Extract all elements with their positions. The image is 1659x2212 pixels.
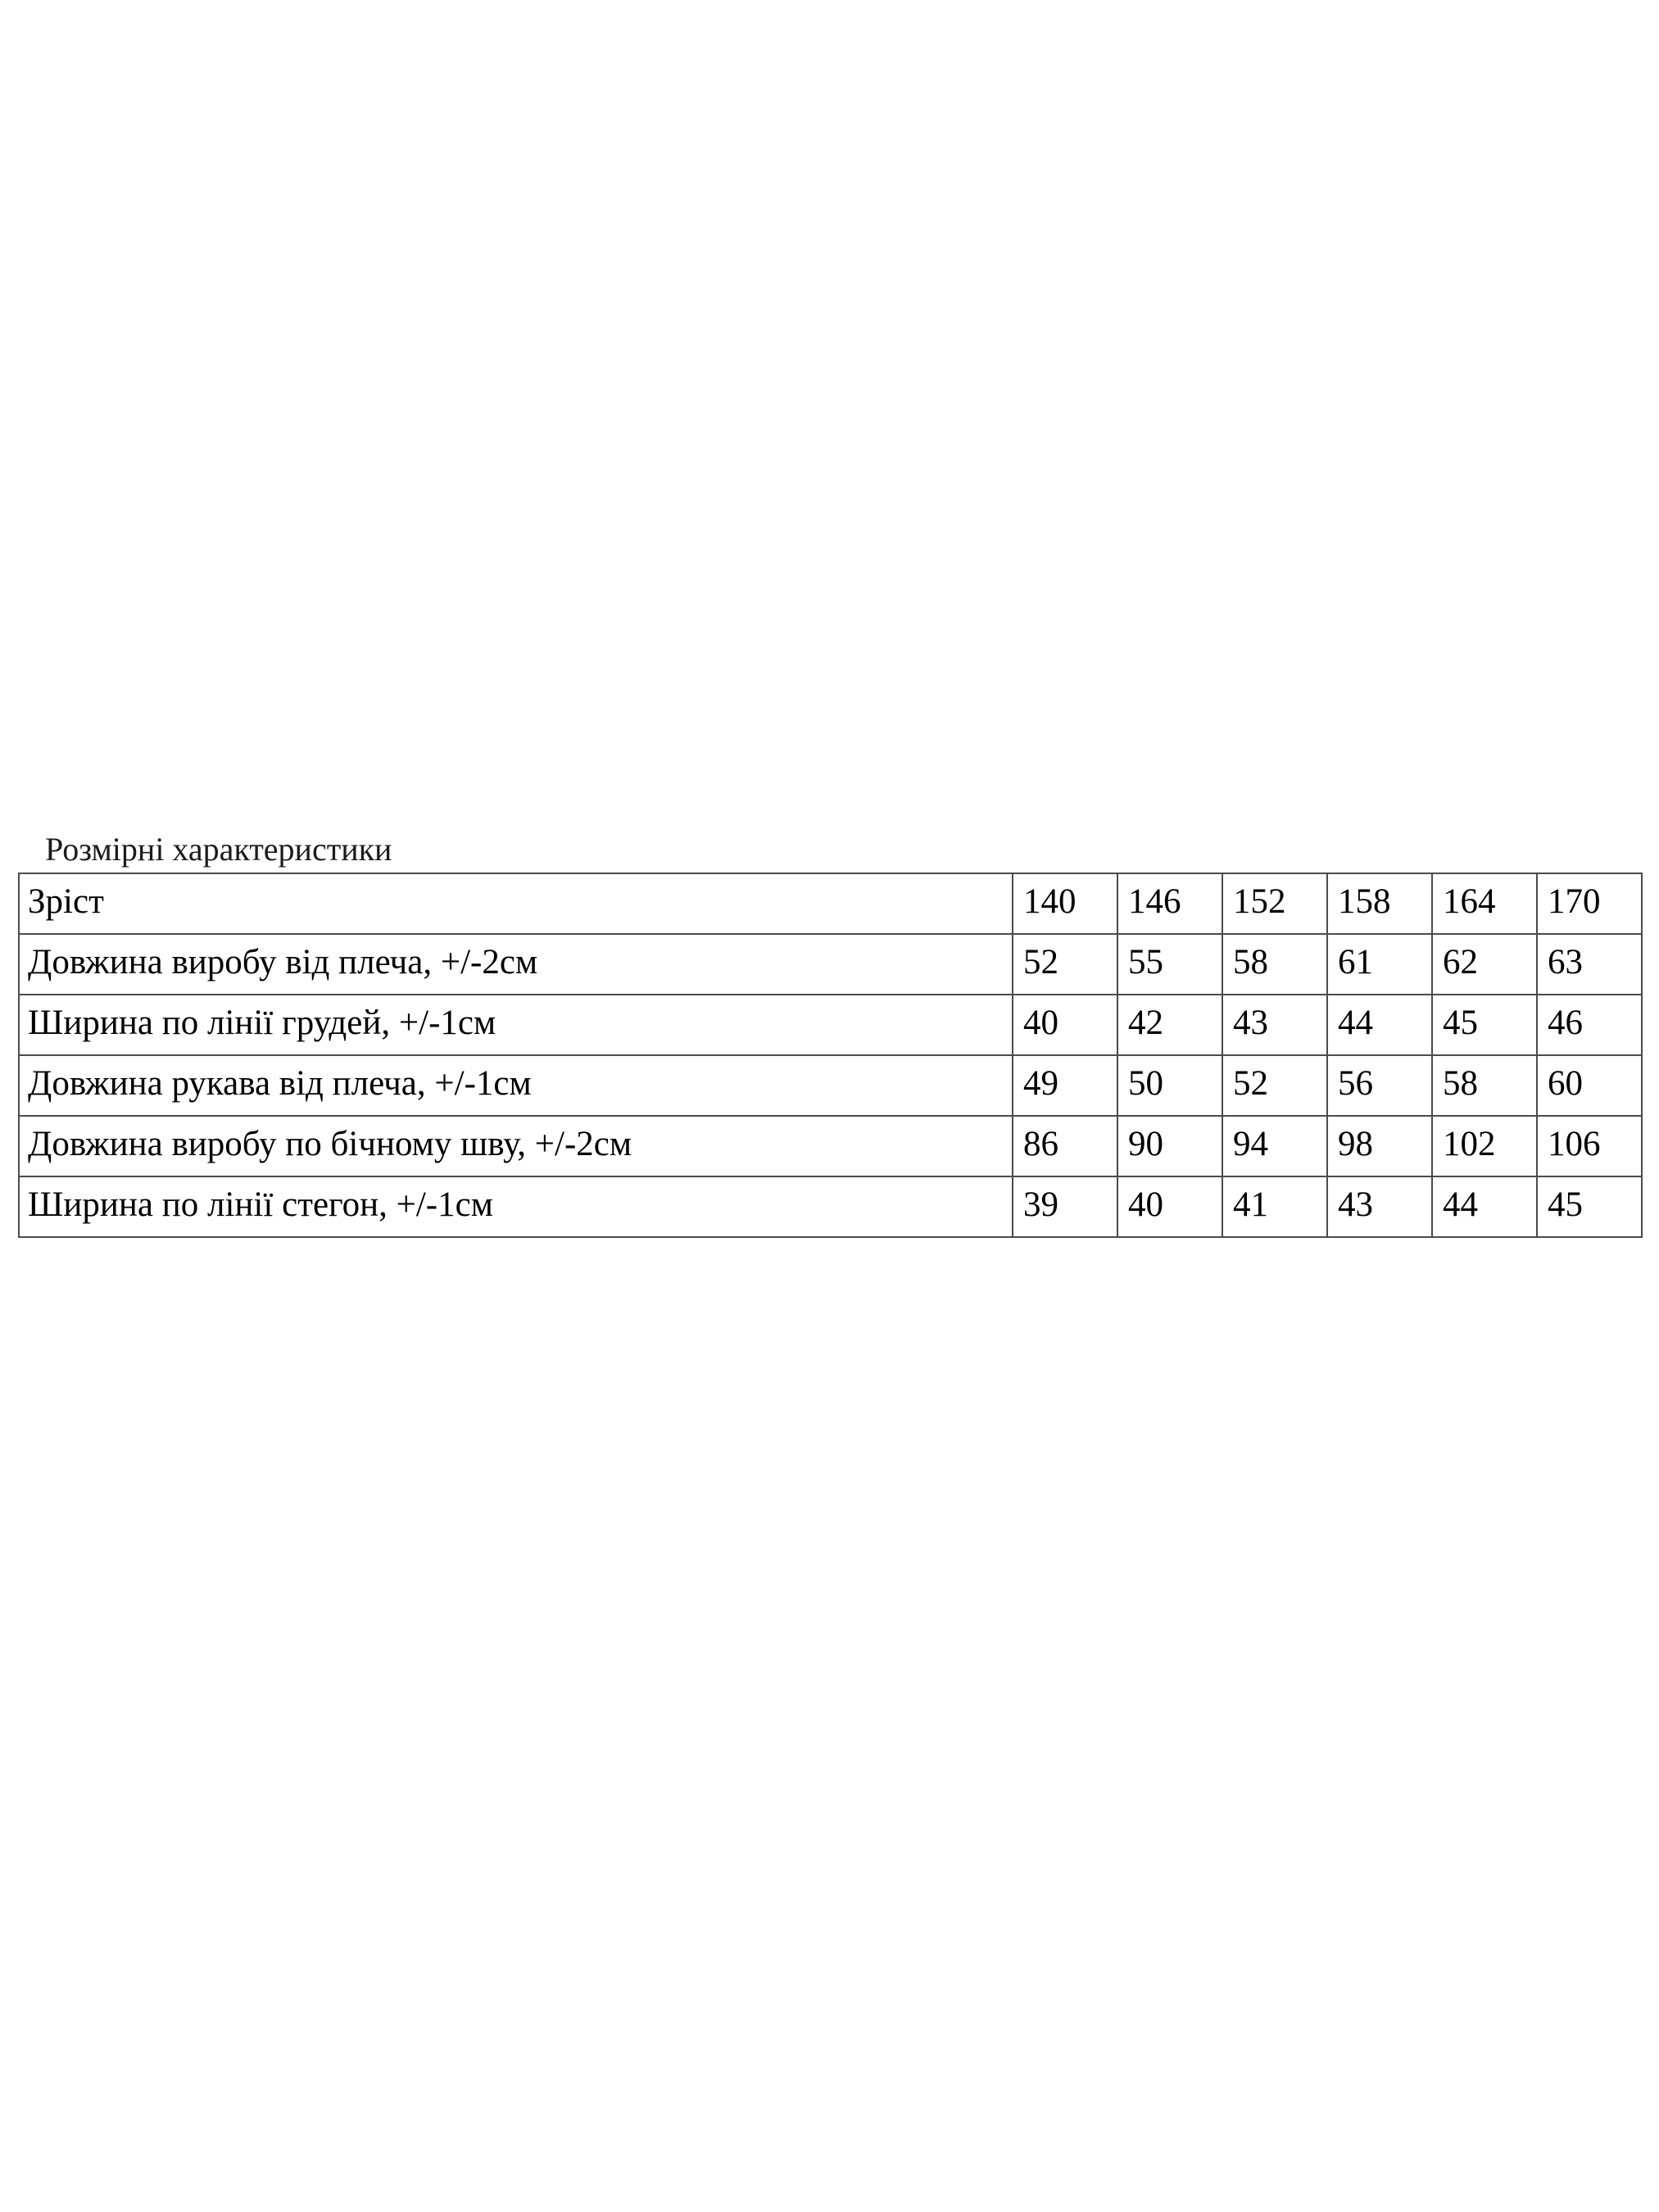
cell-value: 49 (1013, 1055, 1117, 1116)
row-label: Зріст (19, 873, 1013, 934)
cell-value: 63 (1537, 934, 1642, 995)
cell-value: 46 (1537, 995, 1642, 1055)
cell-value: 55 (1117, 934, 1222, 995)
row-label: Ширина по лінії стегон, +/-1см (19, 1176, 1013, 1237)
row-label: Ширина по лінії грудей, +/-1см (19, 995, 1013, 1055)
table-row (19, 1116, 1642, 1176)
cell-value: 106 (1537, 1116, 1642, 1176)
row-label: Довжина виробу по бічному шву, +/-2см (19, 1116, 1013, 1176)
cell-value: 44 (1327, 995, 1432, 1055)
row-label: Довжина рукава від плеча, +/-1см (19, 1055, 1013, 1116)
cell-value: 152 (1222, 873, 1327, 934)
cell-value: 40 (1117, 1176, 1222, 1237)
cell-value: 140 (1013, 873, 1117, 934)
cell-value: 62 (1432, 934, 1537, 995)
table-row (19, 1055, 1642, 1116)
cell-value: 58 (1432, 1055, 1537, 1116)
cell-value: 40 (1013, 995, 1117, 1055)
cell-value: 98 (1327, 1116, 1432, 1176)
cell-value: 60 (1537, 1055, 1642, 1116)
cell-value: 94 (1222, 1116, 1327, 1176)
cell-value: 90 (1117, 1116, 1222, 1176)
cell-value: 43 (1327, 1176, 1432, 1237)
table-row (19, 1176, 1642, 1237)
cell-value: 102 (1432, 1116, 1537, 1176)
cell-value: 170 (1537, 873, 1642, 934)
cell-value: 56 (1327, 1055, 1432, 1116)
cell-value: 39 (1013, 1176, 1117, 1237)
row-label: Довжина виробу від плеча, +/-2см (19, 934, 1013, 995)
cell-value: 61 (1327, 934, 1432, 995)
cell-value: 146 (1117, 873, 1222, 934)
cell-value: 43 (1222, 995, 1327, 1055)
cell-value: 42 (1117, 995, 1222, 1055)
size-chart-table (18, 873, 1643, 1238)
cell-value: 58 (1222, 934, 1327, 995)
cell-value: 45 (1537, 1176, 1642, 1237)
cell-value: 164 (1432, 873, 1537, 934)
clipped-heading-text: Розмірні характеристики (45, 831, 392, 868)
cell-value: 44 (1432, 1176, 1537, 1237)
cell-value: 41 (1222, 1176, 1327, 1237)
table-row (19, 934, 1642, 995)
cell-value: 86 (1013, 1116, 1117, 1176)
cell-value: 45 (1432, 995, 1537, 1055)
table-row (19, 995, 1642, 1055)
size-chart-container (18, 873, 1644, 1238)
table-row (19, 873, 1642, 934)
cell-value: 158 (1327, 873, 1432, 934)
cell-value: 52 (1222, 1055, 1327, 1116)
cell-value: 52 (1013, 934, 1117, 995)
cell-value: 50 (1117, 1055, 1222, 1116)
